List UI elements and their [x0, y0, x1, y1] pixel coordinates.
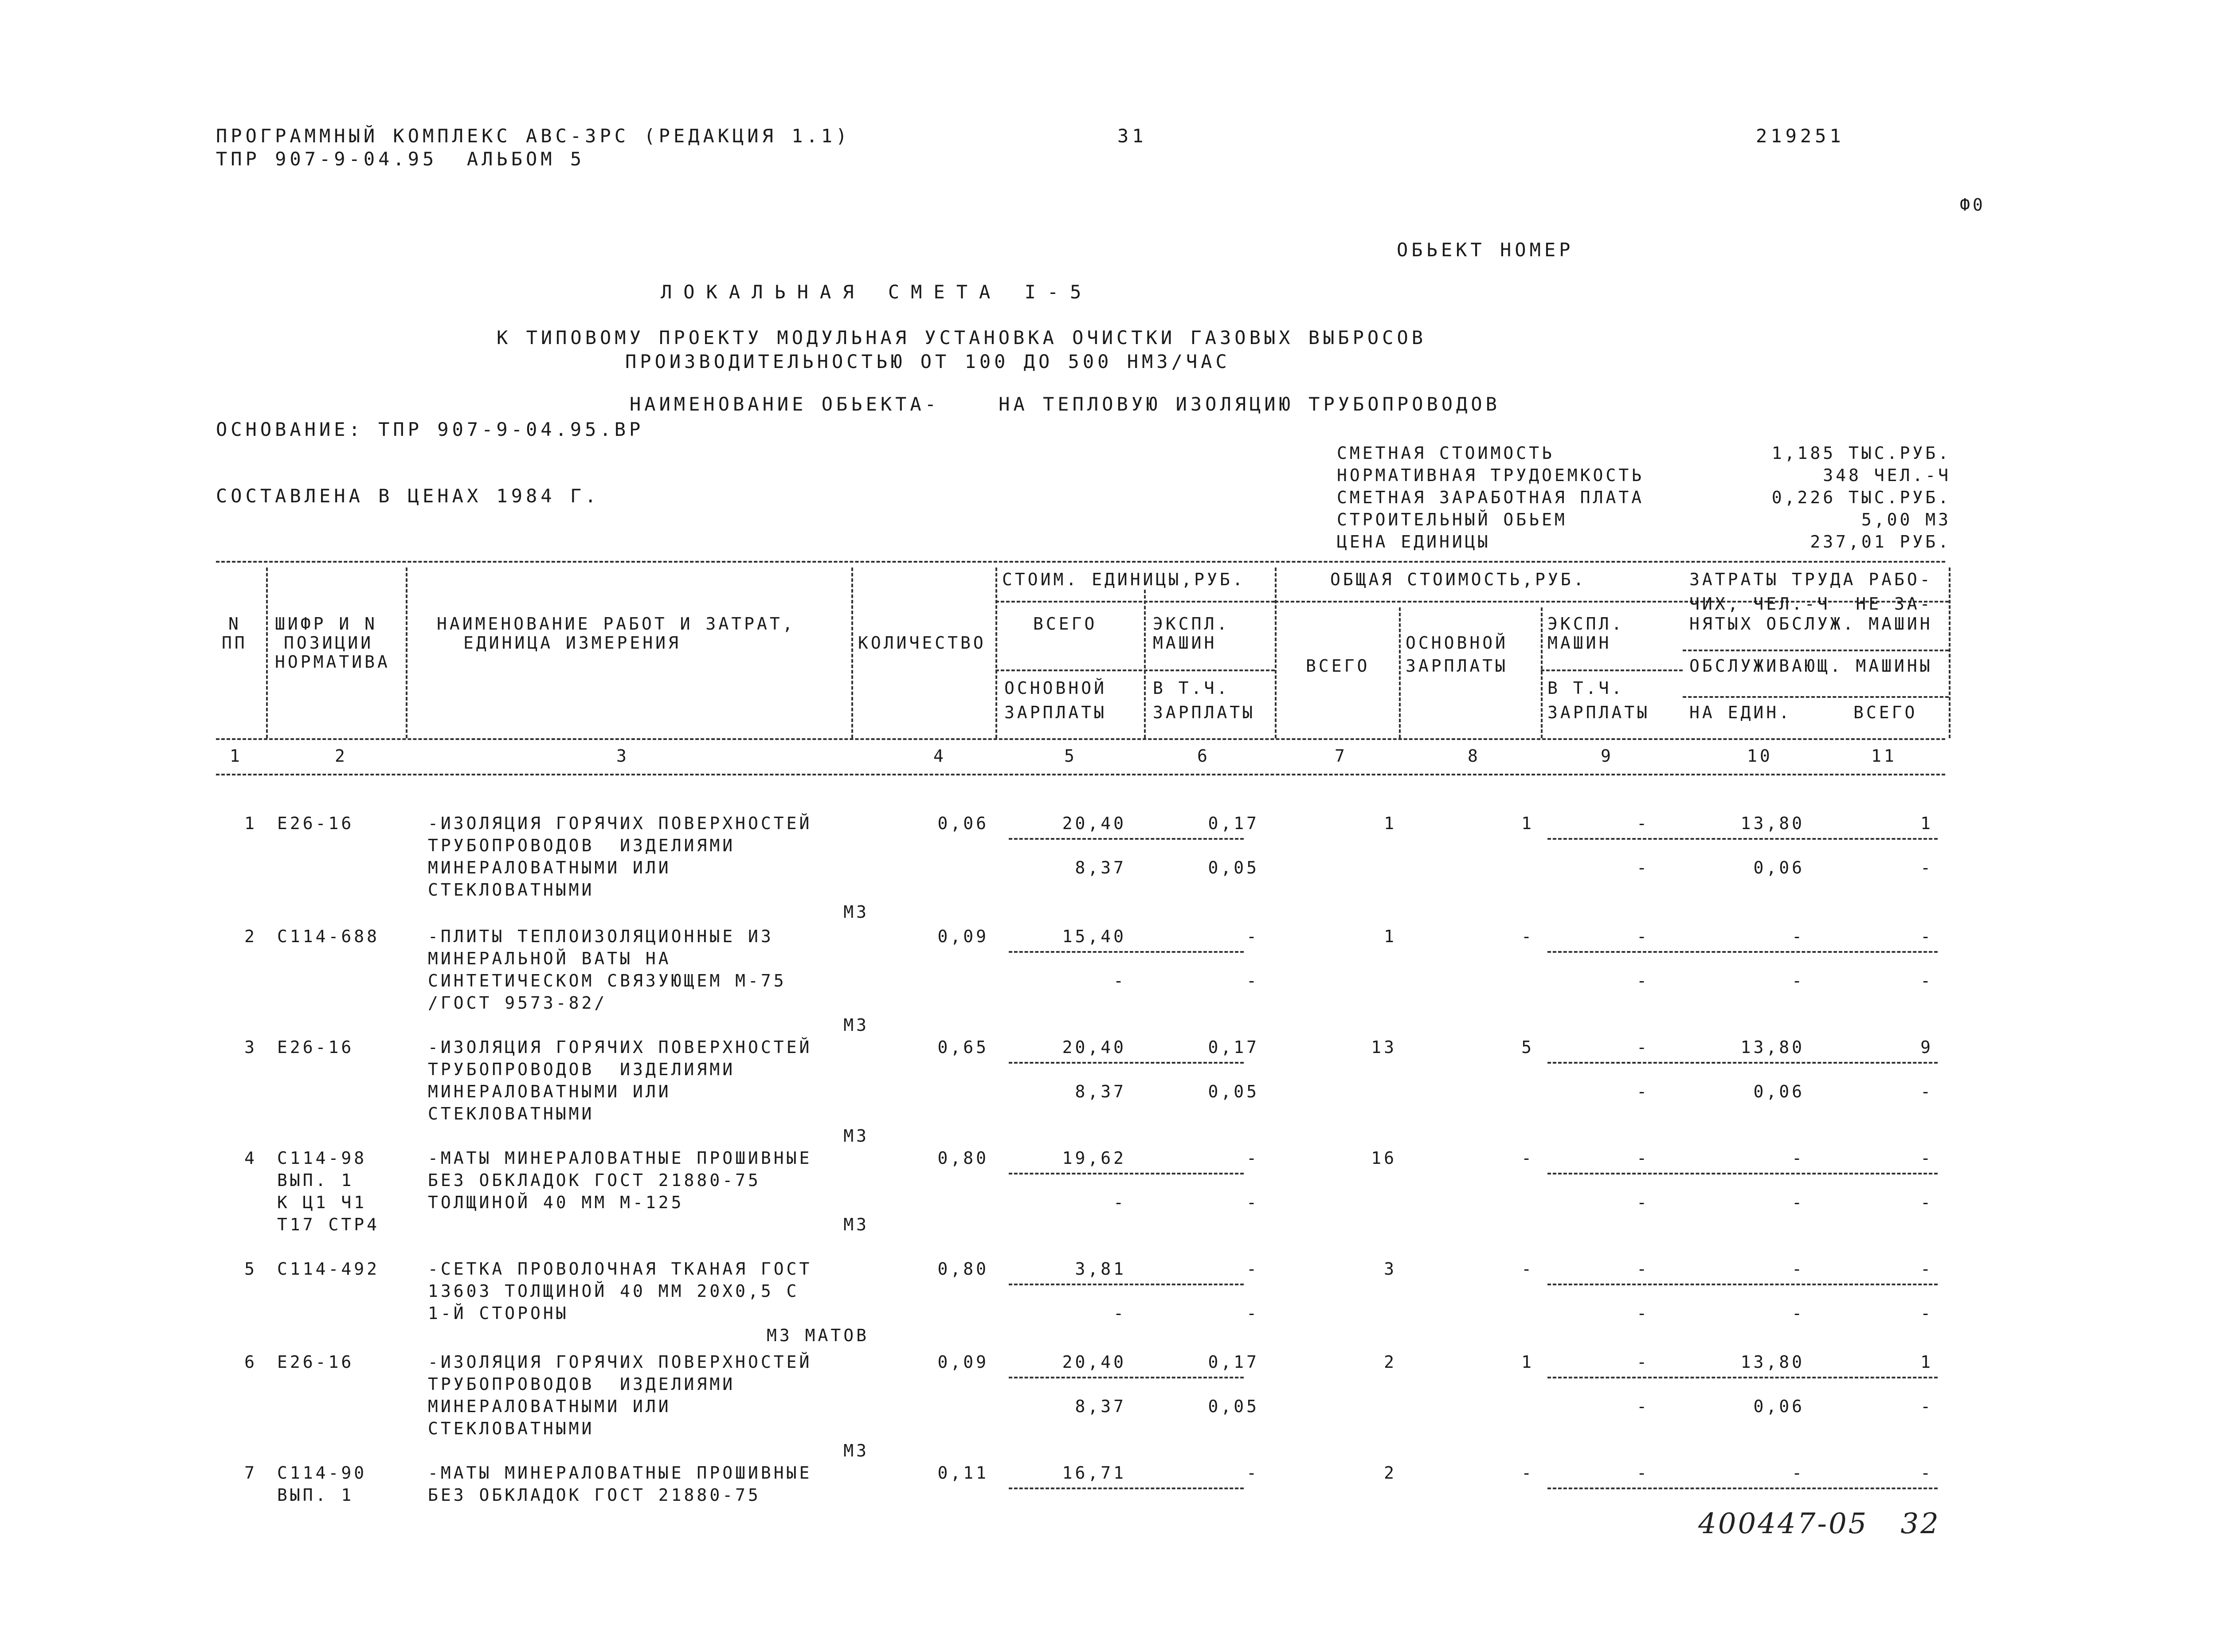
row-qty: 0,09	[937, 927, 989, 946]
row-unit: М3	[843, 1015, 869, 1035]
row-total-wages: -	[1521, 927, 1534, 946]
rule-sub	[995, 601, 1275, 603]
row-unit-wages: 8,37	[1075, 1397, 1126, 1416]
row-name: 1-Й СТОРОНЫ	[428, 1304, 569, 1323]
summary-label: СМЕТНАЯ СТОИМОСТЬ	[1337, 443, 1555, 463]
row-subrule	[1547, 838, 1938, 840]
row-subrule	[1547, 1062, 1938, 1064]
row-total-machines: -	[1637, 1352, 1649, 1372]
row-name: ТРУБОПРОВОДОВ ИЗДЕЛИЯМИ	[428, 836, 736, 855]
header-unit-wages: ОСНОВНОЙ	[1004, 678, 1107, 698]
row-code: С114-492	[277, 1259, 380, 1279]
row-unit-incl-wages: -	[1246, 971, 1259, 990]
row-qty: 0,80	[937, 1148, 989, 1168]
row-total-cost: 1	[1384, 927, 1397, 946]
column-separator	[1144, 590, 1146, 738]
header-unit-cost: СТОИМ. ЕДИНИЦЫ,РУБ.	[1002, 570, 1246, 589]
row-name: -ПЛИТЫ ТЕПЛОИЗОЛЯЦИОННЫЕ ИЗ	[428, 927, 774, 946]
column-number: 2	[335, 746, 348, 766]
row-name: -СЕТКА ПРОВОЛОЧНАЯ ТКАНАЯ ГОСТ	[428, 1259, 812, 1279]
row-labor-unit: 13,80	[1740, 1037, 1805, 1057]
row-incl-wages: -	[1637, 1193, 1649, 1212]
row-unit: М3	[843, 1441, 869, 1460]
page-number: 31	[1117, 125, 1147, 147]
row-subrule	[1009, 951, 1244, 953]
row-incl-wages: -	[1637, 1304, 1649, 1323]
header-unit-total: ВСЕГО	[1033, 614, 1097, 634]
row-total-cost: 1	[1384, 814, 1397, 833]
header-total-machines: МАШИН	[1547, 633, 1612, 653]
header-unit-incl-wages: ЗАРПЛАТЫ	[1153, 703, 1256, 722]
header-total-machines: ЭКСПЛ.	[1547, 614, 1625, 634]
row-total-machines: -	[1637, 927, 1649, 946]
row-labor-unit: -	[1792, 1148, 1805, 1168]
row-labor-unit: 13,80	[1740, 1352, 1805, 1372]
object-name: НАИМЕНОВАНИЕ ОБЬЕКТА- НА ТЕПЛОВУЮ ИЗОЛЯЦИЮ ТРУБОПРОВОДОВ	[630, 393, 1500, 415]
header-col-n: ПП	[222, 633, 247, 653]
row-code: С114-98	[277, 1148, 367, 1168]
row-incl-wages: -	[1637, 858, 1649, 877]
column-number: 3	[616, 746, 629, 766]
summary-label: СТРОИТЕЛЬНЫЙ ОБЬЕМ	[1337, 510, 1567, 529]
row-labor-total-service: -	[1920, 1193, 1933, 1212]
rule-sub	[995, 669, 1275, 671]
header-labor-service: ОБСЛУЖИВАЮЩ. МАШИНЫ	[1689, 656, 1933, 676]
row-number: 6	[244, 1352, 257, 1372]
handwritten-note: 400447-05 32	[1698, 1507, 1940, 1540]
row-unit-cost: 19,62	[1062, 1148, 1126, 1168]
row-subrule	[1547, 1173, 1938, 1174]
row-unit-machines: -	[1246, 1148, 1259, 1168]
row-labor-unit-service: -	[1792, 971, 1805, 990]
column-separator	[851, 568, 853, 738]
program-name: ПРОГРАММНЫЙ КОМПЛЕКС АВС-3РС (РЕДАКЦИЯ 1.1)	[216, 125, 851, 147]
row-subrule	[1009, 1173, 1244, 1174]
header-col-qty: КОЛИЧЕСТВО	[858, 633, 986, 653]
row-name: СТЕКЛОВАТНЫМИ	[428, 1104, 595, 1124]
column-number: 1	[230, 746, 243, 766]
row-unit: М3	[843, 1215, 869, 1234]
rule-sub	[1541, 669, 1683, 671]
header-col-code: ШИФР И N	[275, 614, 378, 634]
header-labor: НЯТЫХ ОБСЛУЖ. МАШИН	[1689, 614, 1933, 634]
header-total-all: ВСЕГО	[1306, 656, 1370, 676]
row-incl-wages: -	[1637, 1397, 1649, 1416]
column-separator	[1399, 607, 1401, 738]
row-unit: М3	[843, 1126, 869, 1146]
row-unit-wages: -	[1113, 971, 1126, 990]
row-labor-unit: -	[1792, 927, 1805, 946]
row-unit-wages: 8,37	[1075, 1082, 1126, 1101]
row-name: -ИЗОЛЯЦИЯ ГОРЯЧИХ ПОВЕРХНОСТЕЙ	[428, 814, 812, 833]
row-total-machines: -	[1637, 1037, 1649, 1057]
header-col-n: N	[228, 614, 241, 634]
row-subrule	[1547, 1284, 1938, 1285]
row-unit-incl-wages: 0,05	[1208, 1397, 1259, 1416]
rule-header-bottom	[216, 738, 1945, 740]
column-number: 8	[1468, 746, 1481, 766]
row-total-wages: 1	[1521, 814, 1534, 833]
column-number: 9	[1601, 746, 1614, 766]
row-code: С114-688	[277, 927, 380, 946]
row-total-cost: 3	[1384, 1259, 1397, 1279]
column-number: 5	[1064, 746, 1077, 766]
row-number: 7	[244, 1463, 257, 1483]
column-number: 10	[1747, 746, 1773, 766]
header-labor: ЧИХ, ЧЕЛ.-Ч НЕ ЗА-	[1689, 594, 1933, 614]
header-labor-unit: НА ЕДИН.	[1689, 703, 1792, 722]
row-total-cost: 2	[1384, 1352, 1397, 1372]
row-name: СТЕКЛОВАТНЫМИ	[428, 880, 595, 900]
row-subrule	[1009, 1488, 1244, 1489]
column-number: 6	[1197, 746, 1210, 766]
header-total-incl-wages: ЗАРПЛАТЫ	[1547, 703, 1650, 722]
row-subrule	[1547, 951, 1938, 953]
document-title: ЛОКАЛЬНАЯ СМЕТА I-5	[661, 281, 1093, 303]
row-unit-cost: 3,81	[1075, 1259, 1126, 1279]
row-number: 1	[244, 814, 257, 833]
row-unit-machines: 0,17	[1208, 1352, 1259, 1372]
row-code: С114-90	[277, 1463, 367, 1483]
row-labor-unit-service: 0,06	[1753, 1397, 1805, 1416]
rule-sub	[1683, 650, 1949, 651]
column-separator	[266, 568, 268, 738]
row-number: 4	[244, 1148, 257, 1168]
row-incl-wages: -	[1637, 1082, 1649, 1101]
summary-label: СМЕТНАЯ ЗАРАБОТНАЯ ПЛАТА	[1337, 488, 1645, 507]
row-unit-incl-wages: -	[1246, 1193, 1259, 1212]
row-code: Т17 СТР4	[277, 1215, 380, 1234]
row-name: ТРУБОПРОВОДОВ ИЗДЕЛИЯМИ	[428, 1374, 736, 1394]
row-labor-total: -	[1920, 1259, 1933, 1279]
row-unit-cost: 20,40	[1062, 814, 1126, 833]
row-unit-incl-wages: 0,05	[1208, 858, 1259, 877]
row-labor-total-service: -	[1920, 858, 1933, 877]
corner-mark: Ф0	[1960, 195, 1986, 215]
row-unit-machines: 0,17	[1208, 1037, 1259, 1057]
header-col-code: ПОЗИЦИИ	[284, 633, 374, 653]
row-unit-incl-wages: -	[1246, 1304, 1259, 1323]
row-labor-unit: -	[1792, 1259, 1805, 1279]
summary-value: 0,226 ТЫС.РУБ.	[1771, 488, 1951, 507]
document-number: 219251	[1756, 125, 1845, 147]
row-labor-total: 1	[1920, 814, 1933, 833]
row-name: МИНЕРАЛОВАТНЫМИ ИЛИ	[428, 1082, 671, 1101]
row-total-wages: -	[1521, 1148, 1534, 1168]
row-code: Е26-16	[277, 1352, 354, 1372]
row-name: -ИЗОЛЯЦИЯ ГОРЯЧИХ ПОВЕРХНОСТЕЙ	[428, 1037, 812, 1057]
header-labor: ЗАТРАТЫ ТРУДА РАБО-	[1689, 570, 1933, 589]
column-separator	[1949, 568, 1951, 738]
row-unit-machines: -	[1246, 1463, 1259, 1483]
row-subrule	[1547, 1377, 1938, 1378]
row-total-machines: -	[1637, 1259, 1649, 1279]
column-number: 11	[1871, 746, 1897, 766]
rule-top	[216, 561, 1945, 563]
column-separator	[1275, 568, 1277, 738]
row-unit-incl-wages: 0,05	[1208, 1082, 1259, 1101]
row-total-cost: 16	[1371, 1148, 1397, 1168]
row-name: /ГОСТ 9573-82/	[428, 993, 607, 1013]
row-labor-total-service: -	[1920, 1082, 1933, 1101]
rule-sub	[1683, 696, 1949, 698]
row-name: ТРУБОПРОВОДОВ ИЗДЕЛИЯМИ	[428, 1060, 736, 1079]
row-qty: 0,11	[937, 1463, 989, 1483]
header-total-wages: ОСНОВНОЙ	[1406, 633, 1508, 653]
object-number: ОБЬЕКТ НОМЕР	[1397, 239, 1574, 261]
row-code: Е26-16	[277, 814, 354, 833]
row-labor-total: 1	[1920, 1352, 1933, 1372]
row-unit-cost: 15,40	[1062, 927, 1126, 946]
row-unit-machines: 0,17	[1208, 814, 1259, 833]
summary-value: 5,00 М3	[1861, 510, 1951, 529]
row-name: СТЕКЛОВАТНЫМИ	[428, 1419, 595, 1438]
price-basis: СОСТАВЛЕНА В ЦЕНАХ 1984 Г.	[216, 485, 600, 507]
row-total-wages: 5	[1521, 1037, 1534, 1057]
document-code: ТПР 907-9-04.95 АЛЬБОМ 5	[216, 148, 585, 170]
row-labor-unit-service: -	[1792, 1304, 1805, 1323]
row-unit-machines: -	[1246, 927, 1259, 946]
row-qty: 0,09	[937, 1352, 989, 1372]
subtitle-line-1: К ТИПОВОМУ ПРОЕКТУ МОДУЛЬНАЯ УСТАНОВКА ОЧИСТКИ ГАЗОВЫХ ВЫБРОСОВ	[497, 327, 1427, 348]
row-unit: М3 МАТОВ	[766, 1326, 869, 1345]
header-total-wages: ЗАРПЛАТЫ	[1406, 656, 1508, 676]
row-name: МИНЕРАЛОВАТНЫМИ ИЛИ	[428, 858, 671, 877]
row-subrule	[1009, 1284, 1244, 1285]
row-unit-wages: 8,37	[1075, 858, 1126, 877]
row-labor-unit: 13,80	[1740, 814, 1805, 833]
row-number: 3	[244, 1037, 257, 1057]
row-name: 13603 ТОЛЩИНОЙ 40 ММ 20Х0,5 С	[428, 1281, 799, 1301]
row-name: -МАТЫ МИНЕРАЛОВАТНЫЕ ПРОШИВНЫЕ	[428, 1148, 812, 1168]
row-unit: М3	[843, 902, 869, 922]
row-labor-unit: -	[1792, 1463, 1805, 1483]
row-total-machines: -	[1637, 1463, 1649, 1483]
row-code: ВЫП. 1	[277, 1170, 354, 1190]
header-unit-machines: МАШИН	[1153, 633, 1217, 653]
row-total-wages: 1	[1521, 1352, 1534, 1372]
row-labor-total: -	[1920, 1148, 1933, 1168]
row-total-cost: 13	[1371, 1037, 1397, 1057]
row-labor-unit-service: 0,06	[1753, 1082, 1805, 1101]
row-total-cost: 2	[1384, 1463, 1397, 1483]
row-qty: 0,80	[937, 1259, 989, 1279]
row-labor-total-service: -	[1920, 971, 1933, 990]
row-labor-unit-service: -	[1792, 1193, 1805, 1212]
row-unit-machines: -	[1246, 1259, 1259, 1279]
row-labor-total: -	[1920, 1463, 1933, 1483]
row-incl-wages: -	[1637, 971, 1649, 990]
row-unit-cost: 20,40	[1062, 1037, 1126, 1057]
row-labor-unit-service: 0,06	[1753, 858, 1805, 877]
row-labor-total: 9	[1920, 1037, 1933, 1057]
row-number: 2	[244, 927, 257, 946]
basis: ОСНОВАНИЕ: ТПР 907-9-04.95.ВР	[216, 419, 644, 440]
summary-value: 237,01 РУБ.	[1810, 532, 1951, 552]
row-labor-total-service: -	[1920, 1397, 1933, 1416]
row-subrule	[1547, 1488, 1938, 1489]
header-labor-total: ВСЕГО	[1853, 703, 1918, 722]
row-unit-cost: 16,71	[1062, 1463, 1126, 1483]
column-number: 4	[933, 746, 946, 766]
row-total-wages: -	[1521, 1259, 1534, 1279]
row-name: БЕЗ ОБКЛАДОК ГОСТ 21880-75	[428, 1485, 761, 1505]
column-separator	[1541, 607, 1543, 738]
row-name: БЕЗ ОБКЛАДОК ГОСТ 21880-75	[428, 1170, 761, 1190]
header-col-code: НОРМАТИВА	[275, 652, 390, 672]
row-total-machines: -	[1637, 814, 1649, 833]
column-separator	[406, 568, 407, 738]
row-labor-total: -	[1920, 927, 1933, 946]
row-subrule	[1009, 1062, 1244, 1064]
row-subrule	[1009, 1377, 1244, 1378]
row-qty: 0,65	[937, 1037, 989, 1057]
header-unit-wages: ЗАРПЛАТЫ	[1004, 703, 1107, 722]
summary-value: 1,185 ТЫС.РУБ.	[1771, 443, 1951, 463]
row-qty: 0,06	[937, 814, 989, 833]
summary-label: ЦЕНА ЕДИНИЦЫ	[1337, 532, 1491, 552]
header-total-incl-wages: В Т.Ч.	[1547, 678, 1625, 698]
summary-value: 348 ЧЕЛ.-Ч	[1823, 466, 1951, 485]
row-name: МИНЕРАЛОВАТНЫМИ ИЛИ	[428, 1397, 671, 1416]
subtitle-line-2: ПРОИЗВОДИТЕЛЬНОСТЬЮ ОТ 100 ДО 500 НМ3/ЧАС	[625, 351, 1230, 372]
row-unit-wages: -	[1113, 1193, 1126, 1212]
row-labor-total-service: -	[1920, 1304, 1933, 1323]
row-name: -МАТЫ МИНЕРАЛОВАТНЫЕ ПРОШИВНЫЕ	[428, 1463, 812, 1483]
row-number: 5	[244, 1259, 257, 1279]
row-code: К Ц1 Ч1	[277, 1193, 367, 1212]
header-col-name: ЕДИНИЦА ИЗМЕРЕНИЯ	[463, 633, 681, 653]
header-col-name: НАИМЕНОВАНИЕ РАБОТ И ЗАТРАТ,	[437, 614, 795, 634]
header-unit-incl-wages: В Т.Ч.	[1153, 678, 1230, 698]
column-number: 7	[1335, 746, 1347, 766]
row-unit-cost: 20,40	[1062, 1352, 1126, 1372]
row-unit-wages: -	[1113, 1304, 1126, 1323]
header-unit-machines: ЭКСПЛ.	[1153, 614, 1230, 634]
row-name: СИНТЕТИЧЕСКОМ СВЯЗУЮЩЕМ М-75	[428, 971, 787, 990]
row-name: МИНЕРАЛЬНОЙ ВАТЫ НА	[428, 949, 671, 968]
row-name: ТОЛЩИНОЙ 40 ММ М-125	[428, 1193, 684, 1212]
row-total-machines: -	[1637, 1148, 1649, 1168]
row-name: -ИЗОЛЯЦИЯ ГОРЯЧИХ ПОВЕРХНОСТЕЙ	[428, 1352, 812, 1372]
row-subrule	[1009, 838, 1244, 840]
row-code: Е26-16	[277, 1037, 354, 1057]
rule-numbers-bottom	[216, 774, 1945, 775]
row-total-wages: -	[1521, 1463, 1534, 1483]
row-code: ВЫП. 1	[277, 1485, 354, 1505]
header-total-cost: ОБЩАЯ СТОИМОСТЬ,РУБ.	[1330, 570, 1586, 589]
summary-label: НОРМАТИВНАЯ ТРУДОЕМКОСТЬ	[1337, 466, 1645, 485]
column-separator	[995, 568, 997, 738]
